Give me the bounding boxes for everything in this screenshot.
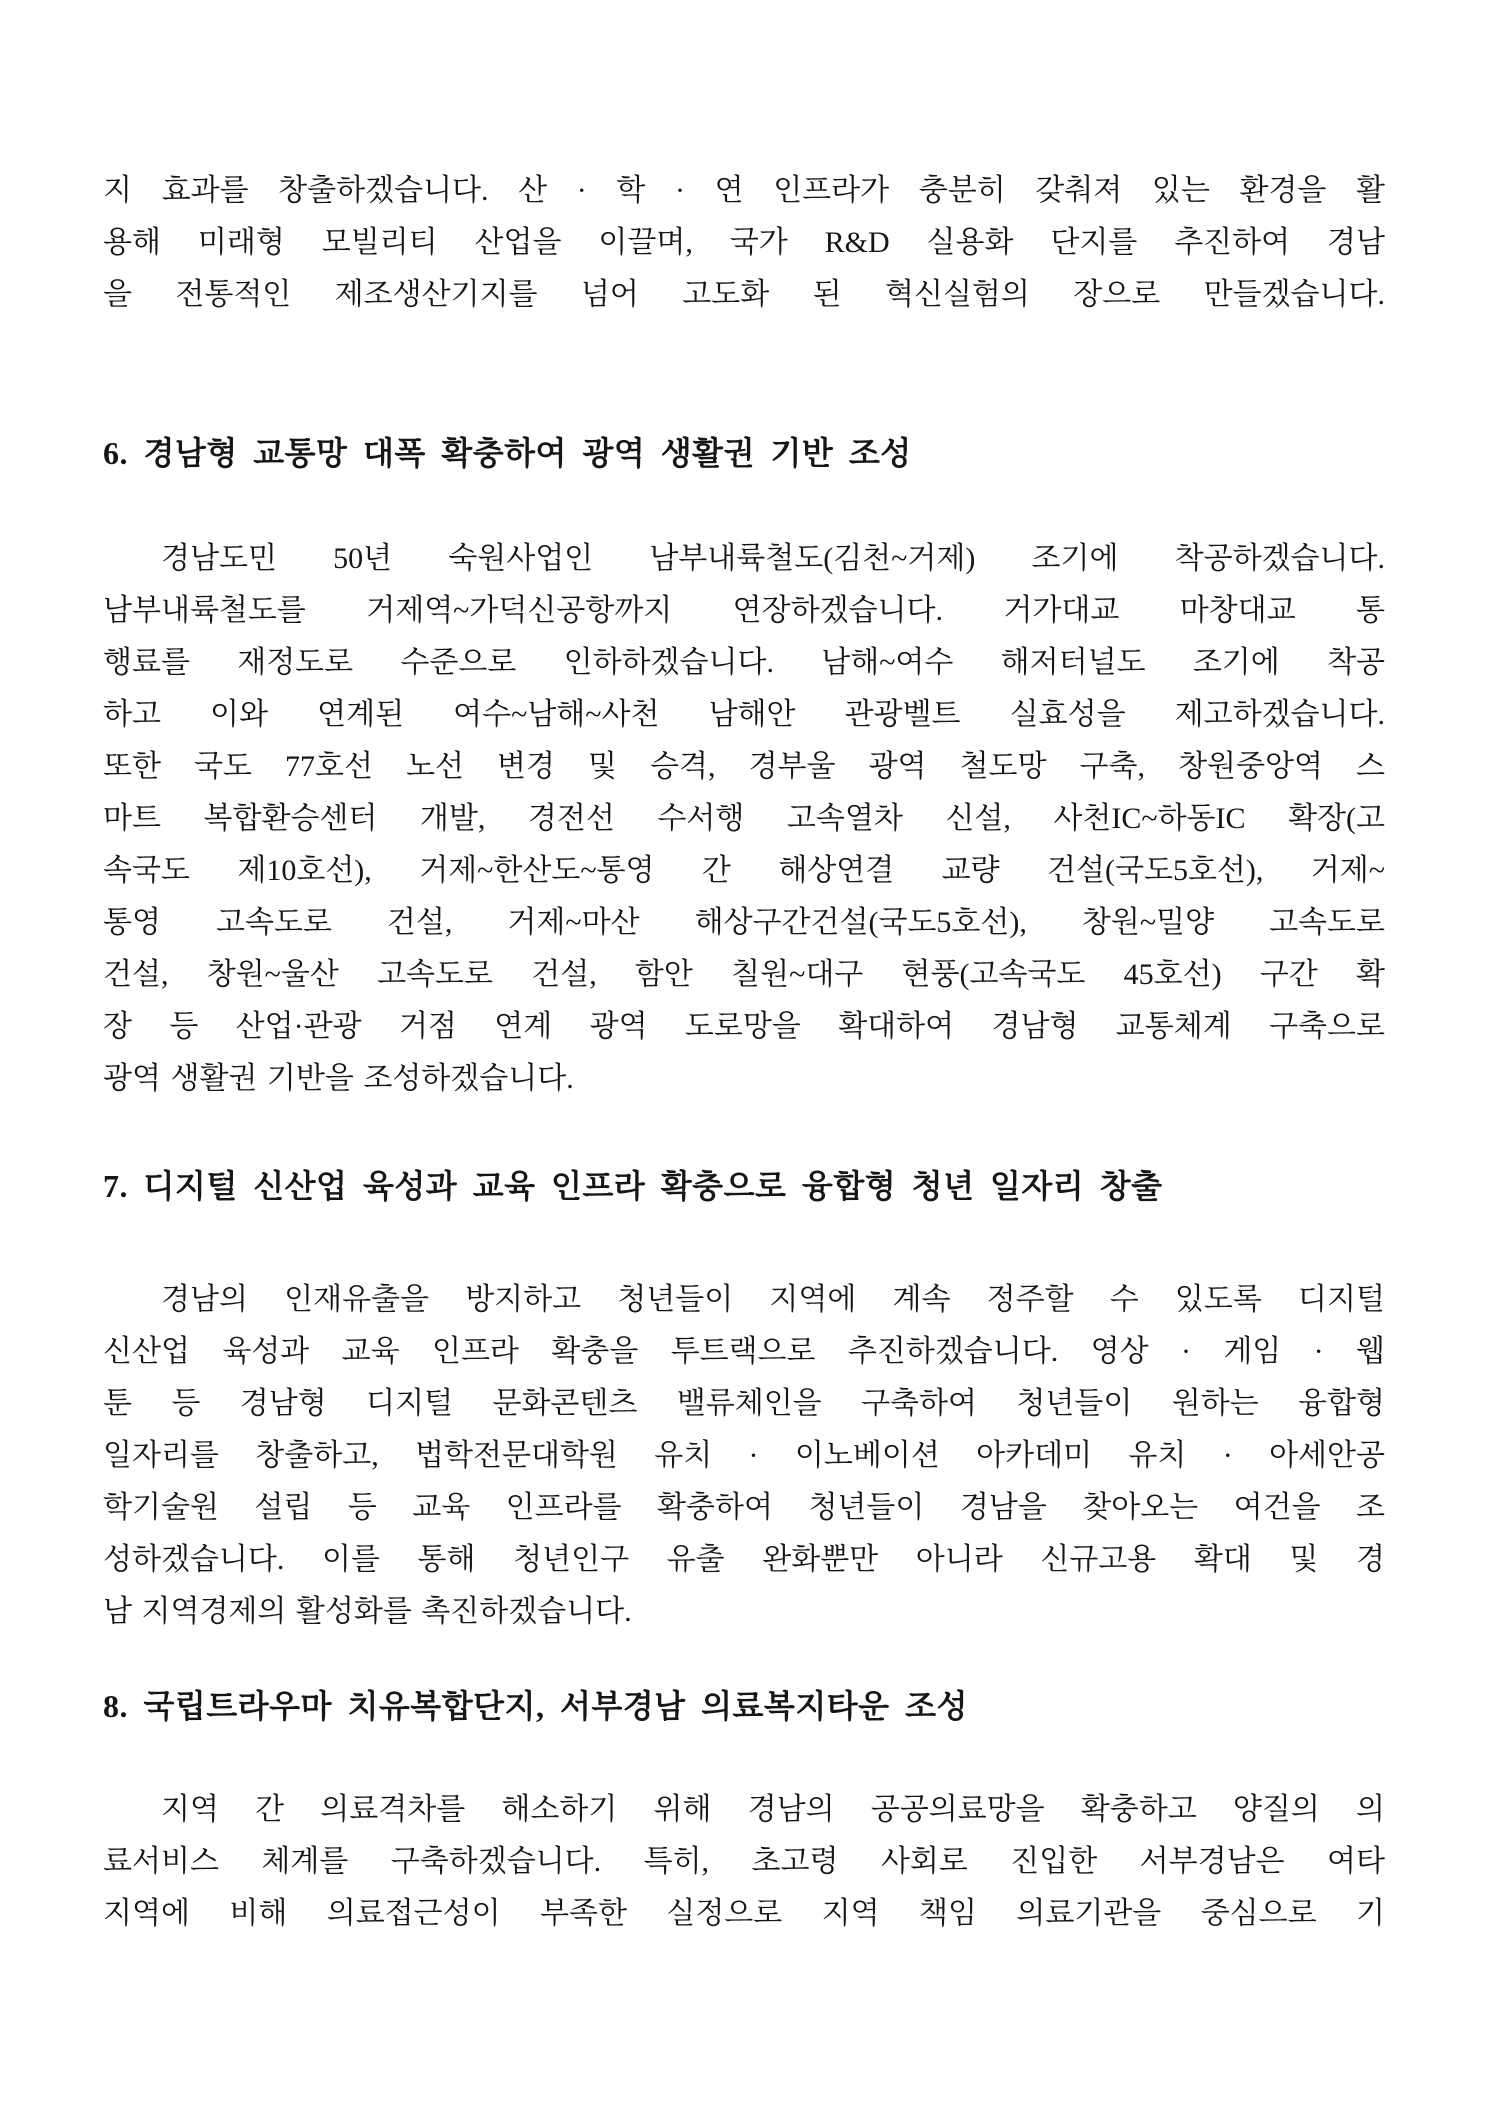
text-line: 경남도민 50년 숙원사업인 남부내륙철도(김천~거제) 조기에 착공하겠습니다. [161,542,1385,575]
text-line: 지 효과를 창출하겠습니다. 산 · 학 · 연 인프라가 충분히 갖춰져 있는 환경을 활 [103,174,1385,207]
section-8-paragraph [103,1784,1385,1940]
text-line: 장 등 산업·관광 거점 연계 광역 도로망을 확대하여 경남형 교통체계 구축으로 [103,1010,1385,1043]
text-line: 용해 미래형 모빌리티 산업을 이끌며, 국가 R&D 실용화 단지를 추진하여 경남 [103,226,1385,259]
text-line: 건설, 창원~울산 고속도로 건설, 함안 칠원~대구 현풍(고속국도 45호선) 구간 확 [103,958,1385,991]
text-line: 일자리를 창출하고, 법학전문대학원 유치 · 이노베이션 아카데미 유치 · 아세안공 [103,1439,1385,1472]
text-line: 마트 복합환승센터 개발, 경전선 수서행 고속열차 신설, 사천IC~하동IC 확장(고 [103,802,1385,835]
document-content [103,165,1385,1940]
text-line: 툰 등 경남형 디지털 문화콘텐츠 밸류체인을 구축하여 청년들이 원하는 융합형 [103,1387,1385,1420]
text-line: 료서비스 체계를 구축하겠습니다. 특히, 초고령 사회로 진입한 서부경남은 여타 [103,1845,1385,1878]
text-line: 속국도 제10호선), 거제~한산도~통영 간 해상연결 교량 건설(국도5호선), 거제~ [103,854,1385,887]
text-line: 신산업 육성과 교육 인프라 확충을 투트랙으로 추진하겠습니다. 영상 · 게임 · 웹 [103,1335,1385,1368]
text-line: 성하겠습니다. 이를 통해 청년인구 유출 완화뿐만 아니라 신규고용 확대 및 경 [103,1543,1385,1576]
section-6-heading: 6. 경남형 교통망 대폭 확충하여 광역 생활권 기반 조성 [103,435,912,471]
text-line: 통영 고속도로 건설, 거제~마산 해상구간건설(국도5호선), 창원~밀양 고속도로 [103,906,1385,939]
text-line: 남 지역경제의 활성화를 촉진하겠습니다. [103,1595,632,1628]
text-line: 남부내륙철도를 거제역~가덕신공항까지 연장하겠습니다. 거가대교 마창대교 통 [103,594,1385,627]
text-line: 하고 이와 연계된 여수~남해~사천 남해안 관광벨트 실효성을 제고하겠습니다. [103,698,1385,731]
section-6-paragraph [103,533,1385,1105]
text-line: 광역 생활권 기반을 조성하겠습니다. [103,1062,574,1095]
text-line: 학기술원 설립 등 교육 인프라를 확충하여 청년들이 경남을 찾아오는 여건을 조 [103,1491,1385,1524]
text-line: 지역 간 의료격차를 해소하기 위해 경남의 공공의료망을 확충하고 양질의 의 [161,1793,1385,1826]
text-line: 경남의 인재유출을 방지하고 청년들이 지역에 계속 정주할 수 있도록 디지털 [161,1283,1385,1316]
section-7-heading: 7. 디지털 신산업 육성과 교육 인프라 확충으로 융합형 청년 일자리 창출 [103,1168,1163,1204]
section-8-heading: 8. 국립트라우마 치유복합단지, 서부경남 의료복지타운 조성 [103,1688,968,1724]
section-7-paragraph [103,1274,1385,1638]
text-line: 을 전통적인 제조생산기지를 넘어 고도화 된 혁신실험의 장으로 만들겠습니다. [103,278,1385,311]
text-line: 또한 국도 77호선 노선 변경 및 승격, 경부울 광역 철도망 구축, 창원중앙역 스 [103,750,1385,783]
intro-paragraph [103,165,1385,321]
text-line: 지역에 비해 의료접근성이 부족한 실정으로 지역 책임 의료기관을 중심으로 기 [103,1897,1385,1930]
text-line: 행료를 재정도로 수준으로 인하하겠습니다. 남해~여수 해저터널도 조기에 착공 [103,646,1385,679]
